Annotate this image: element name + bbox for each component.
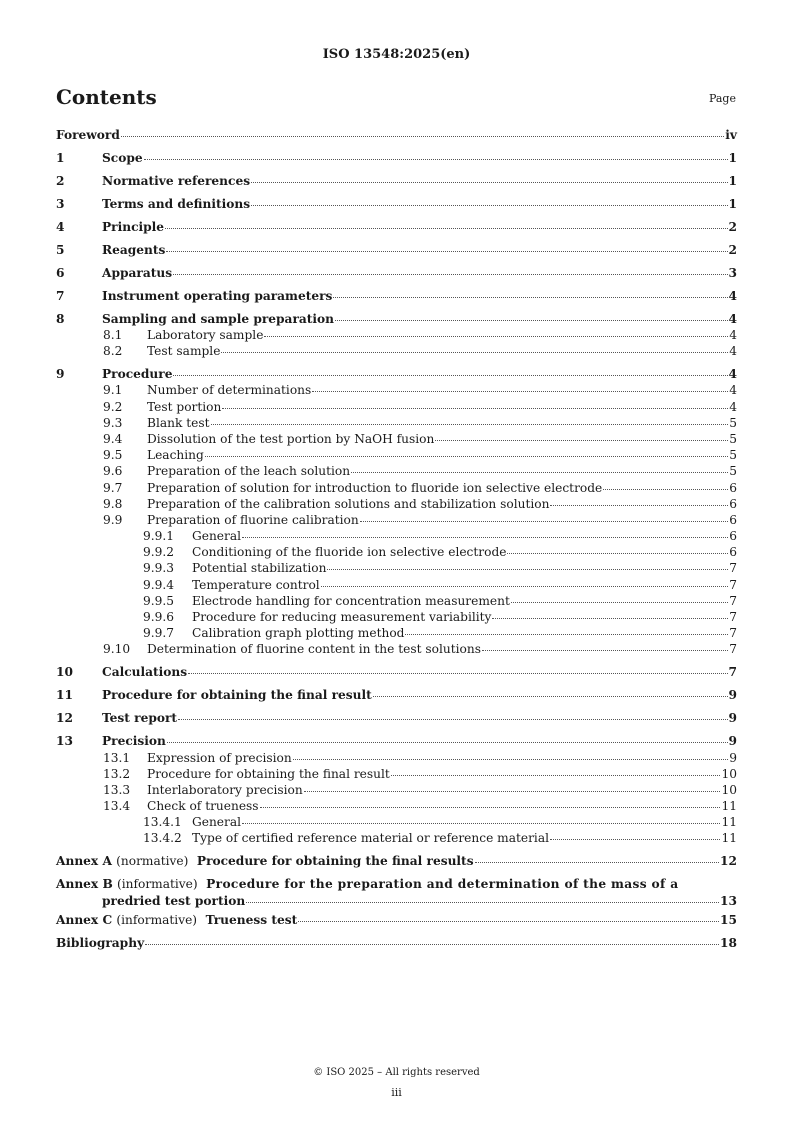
- dot-leader: [550, 839, 721, 840]
- contents-title: Contents: [56, 85, 157, 109]
- toc-entry-page: 9: [729, 750, 737, 765]
- toc-entry-number: 13.1: [103, 750, 131, 765]
- toc-entry-page: 7: [729, 593, 737, 608]
- toc-entry-number: 9.8: [103, 496, 123, 511]
- toc-entry-title-wrap: [56, 665, 729, 679]
- toc-entry-title-wrap: [56, 344, 729, 358]
- toc-entry-title: Procedure for reducing measurement variability: [192, 610, 492, 625]
- toc-entry[interactable]: [56, 128, 737, 144]
- toc-entry-number: 9.6: [103, 464, 123, 479]
- toc-entry[interactable]: [56, 665, 737, 681]
- toc-entry-page: 5: [729, 464, 737, 479]
- dot-leader: [475, 862, 719, 863]
- toc-entry-number: 9.9.7: [143, 626, 175, 641]
- dot-leader: [321, 586, 729, 587]
- annex-kind: (normative): [116, 854, 189, 869]
- dot-leader: [507, 553, 728, 554]
- toc-entry-title: Instrument operating parameters: [102, 288, 333, 303]
- toc-entry-page: 12: [720, 854, 737, 869]
- toc-entry-page: 3: [728, 265, 737, 280]
- toc-entry-annex-a[interactable]: [56, 854, 737, 870]
- dot-leader: [242, 823, 720, 824]
- toc-entry-number: 5: [56, 242, 65, 257]
- dot-leader: [298, 921, 719, 922]
- toc-entry-title: Principle: [102, 219, 165, 234]
- toc-entry-title: Preparation of fluorine calibration: [147, 512, 359, 527]
- dot-leader: [251, 205, 727, 206]
- toc-entry-title: Precision: [102, 734, 166, 749]
- annex-title: Procedure for obtaining the final results: [196, 854, 474, 869]
- toc-entry-number: 13.2: [103, 766, 131, 781]
- dot-leader: [246, 902, 719, 903]
- toc-entry-title: Calibration graph plotting method: [192, 626, 405, 641]
- toc-entry[interactable]: [56, 220, 737, 236]
- toc-entry-title: Preparation of the calibration solutions and stabilization solution: [147, 496, 550, 511]
- toc-entry-title: Sampling and sample preparation: [102, 311, 335, 326]
- toc-entry[interactable]: [56, 432, 737, 448]
- toc-entry-title: Terms and definitions: [102, 196, 251, 211]
- toc-entry-page: 7: [729, 626, 737, 641]
- toc-entry-bibliography[interactable]: [56, 936, 737, 952]
- toc-entry-title-line1: [56, 877, 737, 893]
- toc-entry-number: 2: [56, 173, 65, 188]
- toc-entry-page: 4: [728, 367, 737, 382]
- toc-entry-title-wrap: [56, 464, 729, 478]
- toc-entry-title-wrap: [56, 367, 729, 381]
- toc-entry-title: Preparation of solution for introduction to fluoride ion selective electrode: [147, 480, 603, 495]
- toc-entry[interactable]: [56, 688, 737, 704]
- toc-entry[interactable]: [56, 464, 737, 480]
- toc-entry-title: General: [192, 529, 241, 544]
- toc-entry-title: [56, 854, 720, 868]
- toc-entry-page: 5: [729, 415, 737, 430]
- toc-entry[interactable]: [56, 243, 737, 259]
- toc-entry-title-wrap: [56, 799, 721, 813]
- toc-entry-page: 7: [729, 561, 737, 576]
- toc-entry-number: 9.2: [103, 399, 123, 414]
- toc-entry-number: 3: [56, 196, 65, 211]
- toc-entry-title: Laboratory sample: [147, 328, 264, 343]
- dot-leader: [188, 673, 727, 674]
- document-header: ISO 13548:2025(en): [322, 47, 471, 62]
- dot-leader: [405, 634, 728, 635]
- toc-entry-page: 1: [728, 150, 737, 165]
- toc-entry-page: 9: [728, 688, 737, 703]
- dot-leader: [205, 456, 728, 457]
- toc-entry-page: 2: [728, 242, 737, 257]
- toc-entry-title-wrap: [56, 151, 729, 165]
- toc-entry-title-wrap: [56, 400, 729, 414]
- toc-entry-number: 11: [56, 688, 73, 703]
- toc-entry[interactable]: [56, 197, 737, 213]
- toc-entry-page: 11: [721, 799, 737, 814]
- toc-entry[interactable]: [56, 513, 737, 529]
- toc-entry-number: 8.1: [103, 328, 123, 343]
- toc-entry-page: 15: [720, 912, 737, 927]
- toc-entry-title-wrap: [56, 197, 729, 211]
- toc-entry-number: 9.9: [103, 512, 123, 527]
- dot-leader: [221, 352, 728, 353]
- toc-entry-number: 9.9.5: [143, 593, 175, 608]
- dot-leader: [293, 759, 729, 760]
- dot-leader: [242, 537, 728, 538]
- toc-entry-title-wrap: [56, 481, 729, 495]
- toc-entry-number: 9.9.2: [143, 545, 175, 560]
- toc-entry[interactable]: [56, 481, 737, 497]
- toc-entry-page: 7: [729, 577, 737, 592]
- toc-entries: [56, 128, 737, 848]
- toc-entry-title: Expression of precision: [147, 750, 292, 765]
- toc-entry-title: Normative references: [102, 173, 251, 188]
- toc-entry-page: 6: [729, 496, 737, 511]
- copyright-footer: © ISO 2025 – All rights reserved: [313, 1067, 480, 1078]
- toc-entry-number: 4: [56, 219, 65, 234]
- toc-entry-number: 1: [56, 150, 65, 165]
- dot-leader: [327, 569, 728, 570]
- toc-entry-page: 4: [729, 383, 737, 398]
- toc-entry-title: Procedure for obtaining the final result: [147, 766, 390, 781]
- annex-kind: (informative): [117, 877, 198, 892]
- toc-entry-title-wrap: [56, 266, 729, 280]
- toc-entry[interactable]: [56, 545, 737, 561]
- toc-entry[interactable]: [56, 831, 737, 847]
- dot-leader: [335, 320, 728, 321]
- toc-entry[interactable]: [56, 344, 737, 360]
- toc-entry[interactable]: [56, 783, 737, 799]
- toc-entry[interactable]: [56, 594, 737, 610]
- toc-entry-title: General: [192, 815, 241, 830]
- toc-entry-number: 9.10: [103, 642, 131, 657]
- toc-entry-page: 6: [729, 545, 737, 560]
- annex-label: Annex B: [56, 877, 113, 892]
- dot-leader: [260, 807, 721, 808]
- dot-leader: [144, 159, 728, 160]
- dot-leader: [304, 791, 721, 792]
- toc-entry-number: 9.5: [103, 448, 123, 463]
- toc-entry-title-wrap: [56, 383, 729, 397]
- dot-leader: [351, 472, 728, 473]
- toc-entry-title: Preparation of the leach solution: [147, 464, 351, 479]
- toc-entry-page: 6: [729, 480, 737, 495]
- toc-entry-title-wrap: [56, 513, 729, 527]
- toc-entry-title: Dissolution of the test portion by NaOH fusion: [147, 431, 435, 446]
- toc-entry-page: 18: [720, 935, 737, 950]
- toc-entry-title: Apparatus: [102, 265, 173, 280]
- annex-title-line1: Procedure for the preparation and determination of the mass of a: [206, 877, 679, 892]
- toc-entry-number: 10: [56, 665, 73, 680]
- toc-entry-number: 13.4: [103, 799, 131, 814]
- toc-entry[interactable]: [56, 367, 737, 383]
- toc-entry-page: 4: [728, 288, 737, 303]
- toc-entry[interactable]: [56, 416, 737, 432]
- toc-entry[interactable]: [56, 767, 737, 783]
- dot-leader: [251, 182, 727, 183]
- toc-entry[interactable]: [56, 610, 737, 626]
- toc-entry-page: 11: [721, 831, 737, 846]
- toc-entry[interactable]: [56, 751, 737, 767]
- toc-entry-title: Interlaboratory precision: [147, 782, 303, 797]
- dot-leader: [360, 521, 729, 522]
- annex-title-line2: predried test portion: [102, 893, 246, 908]
- toc-entry-title: Calculations: [102, 665, 188, 680]
- toc-entry-number: 6: [56, 265, 65, 280]
- dot-leader: [178, 719, 727, 720]
- toc-entry-title: Potential stabilization: [192, 561, 327, 576]
- toc-entry-title-wrap: [56, 312, 729, 326]
- toc-entry-title-wrap: [56, 734, 729, 748]
- toc-entry-page: 9: [728, 734, 737, 749]
- toc-entry-page: 6: [729, 529, 737, 544]
- toc-entry-number: 9: [56, 367, 65, 382]
- toc-entry-title: Reagents: [102, 242, 166, 257]
- toc-entry-page: 4: [729, 344, 737, 359]
- toc-entry-title-wrap: [56, 128, 725, 142]
- toc-entry-title: Leaching: [147, 448, 204, 463]
- toc-entry-number: 9.9.3: [143, 561, 175, 576]
- toc-entry[interactable]: [56, 383, 737, 399]
- toc-entry-title: Temperature control: [192, 577, 320, 592]
- toc-entry-page: 4: [729, 328, 737, 343]
- toc-entry-title-wrap: [56, 432, 729, 446]
- dot-leader: [492, 618, 728, 619]
- toc-entry-page: 5: [729, 431, 737, 446]
- table-of-contents: [56, 128, 737, 952]
- toc-entry-title: Number of determinations: [147, 383, 312, 398]
- toc-entry-page: 7: [728, 665, 737, 680]
- toc-entry-page: 2: [728, 219, 737, 234]
- toc-entry-title-wrap: [56, 448, 729, 462]
- toc-entry-page: 4: [728, 311, 737, 326]
- toc-entry-title: Foreword: [56, 128, 120, 142]
- toc-entry-page: 1: [728, 173, 737, 188]
- dot-leader: [312, 391, 728, 392]
- bibliography-title: Bibliography: [56, 935, 145, 950]
- toc-entry-title: Test report: [102, 711, 178, 726]
- toc-entry[interactable]: [56, 799, 737, 815]
- toc-entry-number: 13.4.2: [143, 831, 182, 846]
- toc-entry[interactable]: [56, 151, 737, 167]
- toc-entry-title-wrap: [56, 416, 729, 430]
- toc-entry-number: 9.4: [103, 431, 123, 446]
- toc-entry-title-wrap: [56, 642, 729, 656]
- toc-entry-page: 10: [721, 782, 737, 797]
- toc-entry-page: 4: [729, 399, 737, 414]
- toc-entry-title: Type of certified reference material or reference material: [192, 831, 549, 846]
- toc-entry-page: 5: [729, 448, 737, 463]
- toc-entry[interactable]: [56, 400, 737, 416]
- toc-entry-title: Test portion: [147, 399, 222, 414]
- dot-leader: [145, 944, 719, 945]
- toc-entry-title: Test sample: [147, 344, 221, 359]
- dot-leader: [482, 650, 728, 651]
- toc-entry-title: Conditioning of the fluoride ion selective electrode: [192, 545, 507, 560]
- dot-leader: [173, 274, 727, 275]
- toc-entry-title: Determination of fluorine content in the test solutions: [147, 642, 481, 657]
- toc-entry-page: 13: [720, 893, 737, 908]
- toc-entry-title-wrap: [56, 711, 729, 725]
- dot-leader: [373, 696, 728, 697]
- toc-entry[interactable]: [56, 642, 737, 658]
- dot-leader: [167, 742, 728, 743]
- dot-leader: [222, 408, 728, 409]
- toc-entry-title-wrap: [56, 688, 729, 702]
- dot-leader: [121, 136, 724, 137]
- toc-entry[interactable]: [56, 266, 737, 282]
- toc-entry-number: 13.4.1: [143, 815, 182, 830]
- toc-entry-page: iv: [725, 128, 737, 142]
- dot-leader: [391, 775, 721, 776]
- toc-entry-annex-b[interactable]: [56, 877, 737, 909]
- toc-entry[interactable]: [56, 561, 737, 577]
- toc-entry-title-wrap: [56, 243, 729, 257]
- dot-leader: [264, 336, 728, 337]
- toc-entry-page: 10: [721, 766, 737, 781]
- toc-entry-page: 7: [729, 642, 737, 657]
- toc-entry-annex-c[interactable]: [56, 913, 737, 929]
- page-number: iii: [391, 1086, 402, 1099]
- toc-entry-number: 9.9.4: [143, 577, 175, 592]
- toc-entry-number: 9.7: [103, 480, 123, 495]
- dot-leader: [550, 505, 728, 506]
- toc-entry-page: 7: [729, 610, 737, 625]
- toc-entry[interactable]: [56, 711, 737, 727]
- toc-entry-title-wrap: [56, 497, 729, 511]
- toc-entry[interactable]: [56, 448, 737, 464]
- toc-entry[interactable]: [56, 815, 737, 831]
- toc-entry-number: 9.9.1: [143, 529, 175, 544]
- dot-leader: [165, 228, 727, 229]
- toc-entry-title-wrap: [56, 767, 721, 781]
- dot-leader: [333, 297, 727, 298]
- toc-entry-number: 8.2: [103, 344, 123, 359]
- dot-leader: [511, 602, 728, 603]
- toc-entry[interactable]: [56, 289, 737, 305]
- dot-leader: [603, 489, 728, 490]
- toc-entry[interactable]: [56, 174, 737, 190]
- annex-kind: (informative): [116, 912, 198, 927]
- toc-entry-number: 7: [56, 288, 65, 303]
- toc-entry-title: Check of trueness: [147, 799, 259, 814]
- toc-entry[interactable]: [56, 529, 737, 545]
- toc-entry-title: Electrode handling for concentration measurement: [192, 593, 510, 608]
- toc-entry-number: 12: [56, 711, 73, 726]
- toc-entry-title: Blank test: [147, 415, 210, 430]
- dot-leader: [435, 440, 728, 441]
- toc-entry-number: 8: [56, 311, 65, 326]
- toc-entry-page: 11: [721, 815, 737, 830]
- toc-entry-title-line2: [56, 894, 737, 910]
- toc-entry-number: 13: [56, 734, 73, 749]
- toc-entry-number: 9.9.6: [143, 610, 175, 625]
- toc-entry-number: 9.3: [103, 415, 123, 430]
- dot-leader: [211, 424, 729, 425]
- toc-entry-number: 13.3: [103, 782, 131, 797]
- toc-entry[interactable]: [56, 578, 737, 594]
- toc-entry-title: Procedure for obtaining the final result: [102, 688, 372, 703]
- toc-entry[interactable]: [56, 312, 737, 328]
- toc-entry-title-wrap: [56, 751, 729, 765]
- page-column-label: Page: [708, 92, 736, 105]
- toc-entry-page: 9: [728, 711, 737, 726]
- toc-entry-title-wrap: [56, 289, 729, 303]
- annex-label: Annex A: [56, 854, 112, 869]
- toc-entry-title-wrap: [56, 783, 721, 797]
- dot-leader: [173, 375, 727, 376]
- toc-entry[interactable]: [56, 626, 737, 642]
- annex-title: Trueness test: [205, 912, 298, 927]
- toc-entry-title-wrap: [56, 220, 729, 234]
- toc-entry-page: 1: [728, 196, 737, 211]
- toc-entry-title: [56, 913, 720, 927]
- toc-entry-title-wrap: [56, 328, 729, 342]
- toc-entry[interactable]: [56, 734, 737, 750]
- toc-entry-page: 6: [729, 512, 737, 527]
- toc-entry-title: Procedure: [102, 367, 173, 382]
- toc-entry-title: [56, 936, 720, 950]
- toc-entry[interactable]: [56, 328, 737, 344]
- toc-entry-number: 9.1: [103, 383, 123, 398]
- toc-entry[interactable]: [56, 497, 737, 513]
- dot-leader: [166, 251, 727, 252]
- toc-entry-title-wrap: [56, 174, 729, 188]
- toc-entry-title: Scope: [102, 150, 143, 165]
- annex-label: Annex C: [56, 912, 113, 927]
